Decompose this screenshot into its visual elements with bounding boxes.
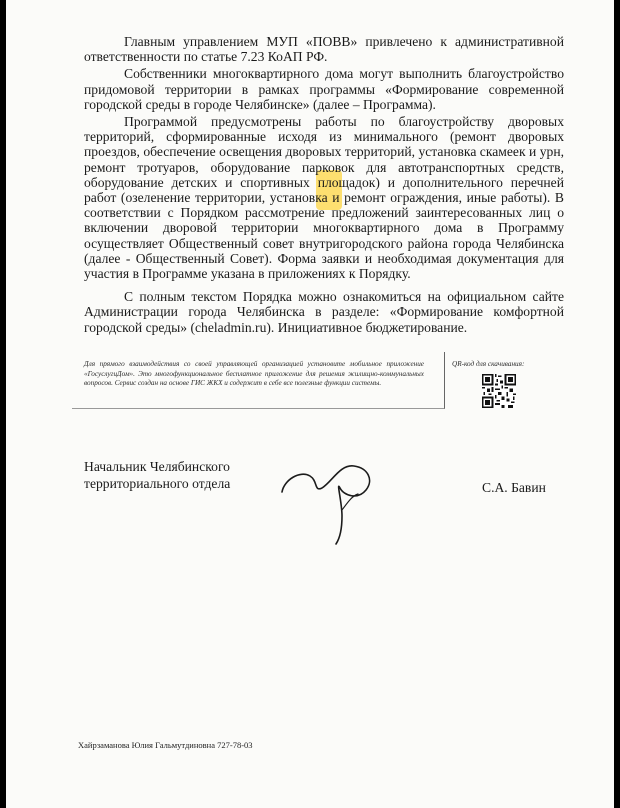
paragraph-1: Главным управлением МУП «ПОВВ» привлечено к административной ответственности по статье 7.23 КоАП РФ. <box>84 34 564 65</box>
signer-title-line-2: территориального отдела <box>84 476 231 491</box>
banner-text: Для прямого взаимодействия со своей управляющей организацией установите мобильное приложение «ГосуслугиДом». Это многофункциональное бесплатное приложение для решения жилищно-коммунальных вопросов. Сервис создан на основе ГИС ЖКХ и содержит в себе все полезные функции системы. <box>84 360 424 387</box>
signer-title-line-1: Начальник Челябинского <box>84 459 230 474</box>
handwritten-signature <box>278 458 388 548</box>
qr-code-icon[interactable] <box>482 374 516 408</box>
paragraph-3: Программой предусмотрены работы по благоустройству дворовых территорий, сформированные исходя из минимального (ремонт дворовых проездов, обеспечение освещения дворовых территорий, установка скамеек и урн, ремонт тротуаров, оборудование парковок для автотранспортных средств, оборудование детских и спортивных площадок) и дополнительного перечней работ (озеленение территории, установка и ремонт ограждения, иные работы). В соответствии с Порядком рассмотрение предложений заинтересованных лиц о включении дворовой территории многоквартирного дома в Программу осуществляет Общественный совет внутригородского района города Челябинска (далее - Общественный Совет). Форма заявки и необходимая документация для участия в Программе указана в приложениях к Порядку. <box>84 114 564 282</box>
paragraph-4: С полным текстом Порядка можно ознакомиться на официальном сайте Администрации города Челябинска в разделе: «Формирование комфортной городской среды» (cheladmin.ru). Инициативное бюджетирование. <box>84 289 564 335</box>
signer-name: С.А. Бавин <box>482 480 546 495</box>
letter-body <box>84 34 564 335</box>
executor-line: Хайрзаманова Юлия Гальмутдиновна 727-78-03 <box>78 740 253 750</box>
document-page <box>6 0 614 808</box>
app-banner <box>72 352 445 409</box>
paragraph-2: Собственники многоквартирного дома могут выполнить благоустройство придомовой территории в рамках программы «Формирование современной городской среды в городе Челябинске» (далее – Программа). <box>84 66 564 112</box>
signer-title <box>84 458 230 492</box>
qr-label: QR-код для скачивания: <box>452 360 525 368</box>
